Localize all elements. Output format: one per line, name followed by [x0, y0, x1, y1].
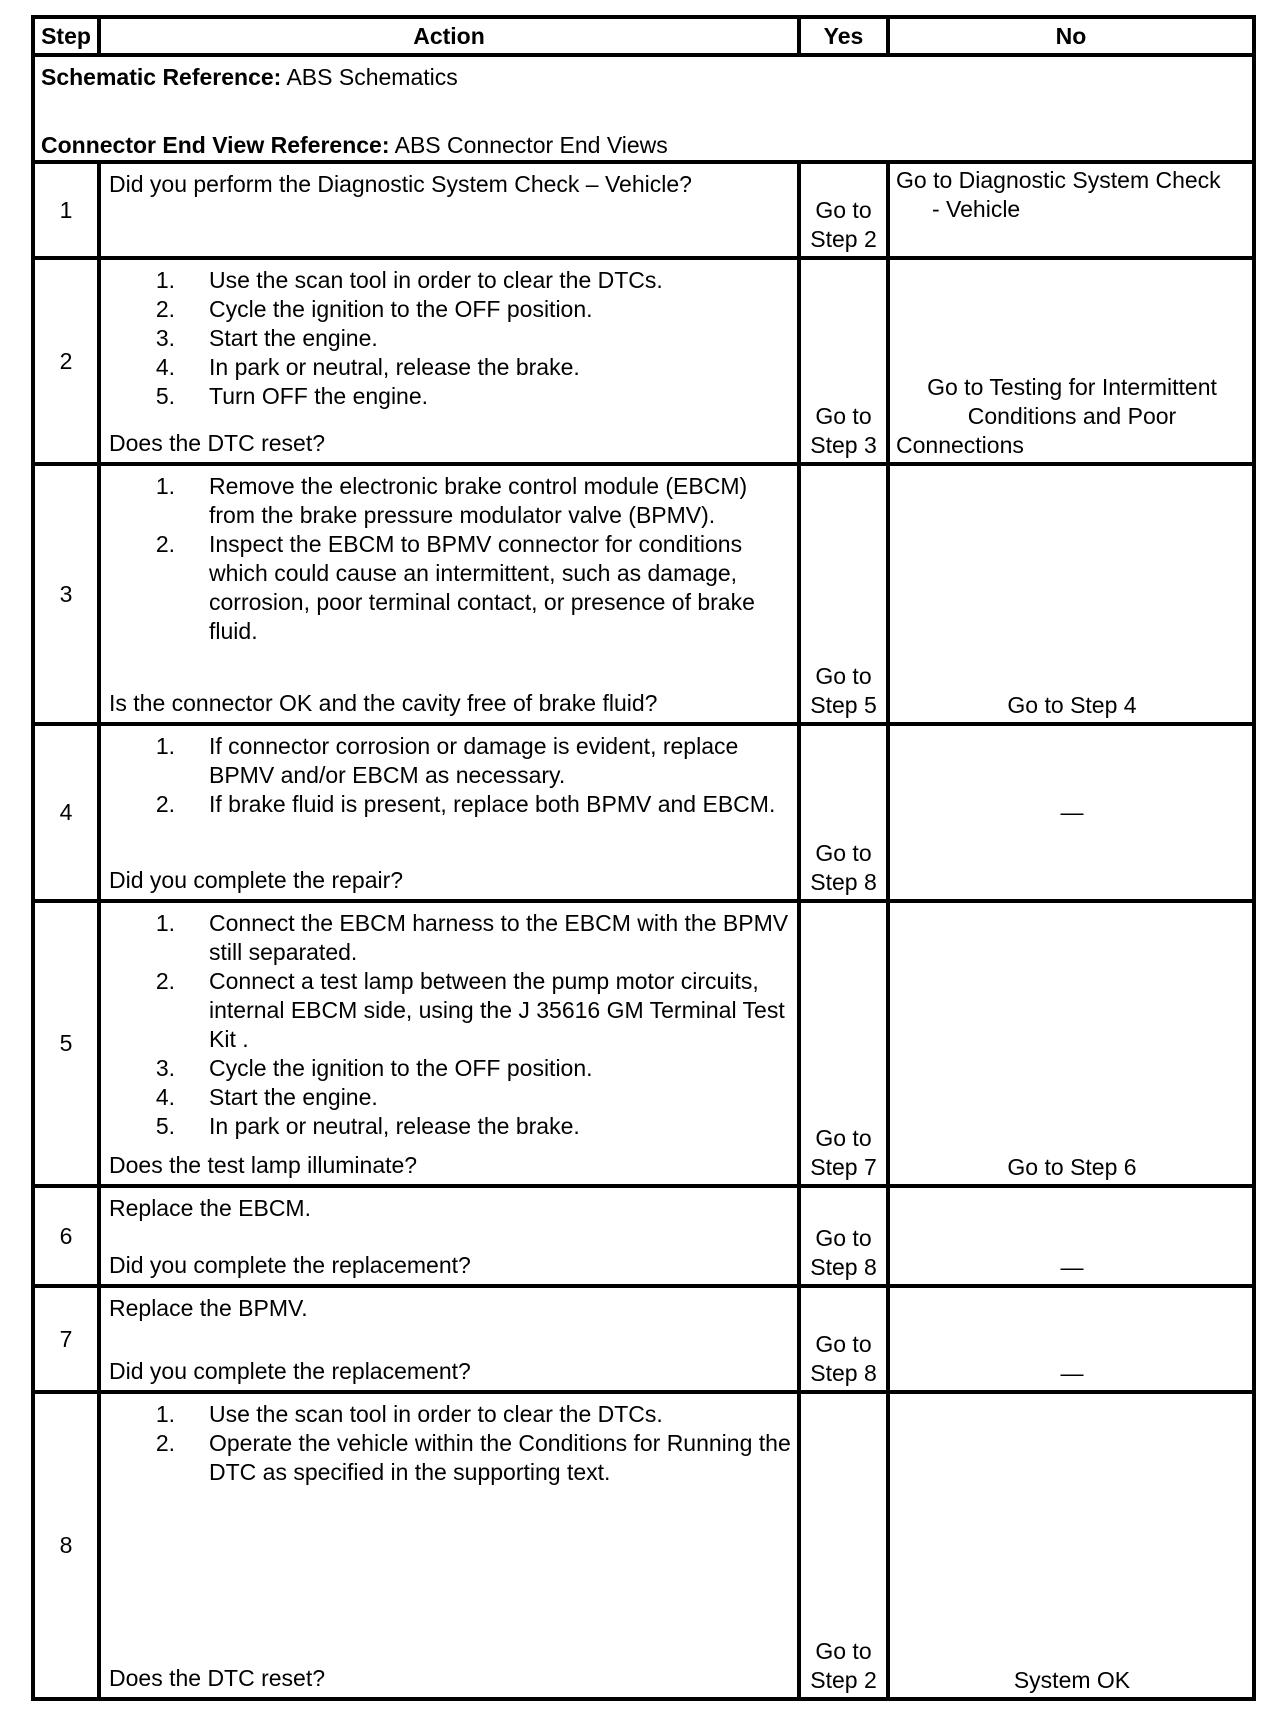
yes-line: Go to — [815, 1125, 872, 1151]
header-yes: Yes — [801, 19, 890, 53]
question-text: Did you complete the replacement? — [109, 1252, 471, 1278]
no-line: Conditions and Poor — [967, 403, 1177, 429]
question-text: Is the connector OK and the cavity free of brake fluid? — [109, 690, 658, 716]
no-cell — [890, 260, 1252, 462]
no-cell — [890, 466, 1252, 722]
step-number: 5 — [35, 903, 101, 1184]
step-number: 6 — [35, 1188, 101, 1284]
list-item: If brake fluid is present, replace both BPMV and EBCM. — [209, 791, 776, 817]
table-header — [35, 19, 1252, 57]
header-action: Action — [101, 19, 801, 53]
yes-link[interactable]: Step 2 — [810, 1667, 877, 1693]
header-no: No — [1055, 22, 1087, 49]
list-item: Connect the EBCM harness to the EBCM with the BPMV still separated. — [209, 910, 789, 965]
yes-link[interactable]: Step 8 — [810, 1254, 877, 1280]
yes-link[interactable]: Step 7 — [810, 1154, 877, 1180]
diagnostic-table — [31, 15, 1256, 1701]
table-row — [35, 164, 1252, 260]
yes-cell — [801, 164, 890, 256]
no-cell — [890, 726, 1252, 899]
yes-cell — [801, 726, 890, 899]
connector-label: Connector End View Reference: — [41, 132, 390, 158]
yes-line: Go to — [815, 840, 872, 866]
no-dash: — — [1060, 1360, 1084, 1386]
step-number: 8 — [35, 1394, 101, 1697]
no-cell — [890, 1394, 1252, 1697]
reference-row — [35, 57, 1252, 164]
schematic-link[interactable]: ABS Schematics — [281, 64, 458, 90]
reference-block — [35, 57, 1252, 166]
yes-cell — [801, 466, 890, 722]
action-text: Replace the BPMV. — [109, 1295, 308, 1321]
step-number: 7 — [35, 1288, 101, 1390]
list-item: Remove the electronic brake control module (EBCM) from the brake pressure modulator valve (BPMV). — [209, 473, 748, 528]
no-dash: — — [1060, 1254, 1084, 1280]
yes-line: Go to — [815, 197, 872, 223]
yes-line: Go to — [815, 663, 872, 689]
yes-link[interactable]: Step 8 — [810, 869, 877, 895]
yes-line: Go to — [815, 1331, 872, 1357]
table-row — [35, 903, 1252, 1188]
table-row — [35, 1188, 1252, 1288]
list-item: If connector corrosion or damage is evident, replace BPMV and/or EBCM as necessary. — [209, 733, 739, 788]
table-row — [35, 726, 1252, 903]
action-text: Replace the EBCM. — [109, 1195, 311, 1221]
question-text: Does the DTC reset? — [109, 430, 326, 456]
no-cell — [890, 903, 1252, 1184]
list-item: Connect a test lamp between the pump motor circuits, internal EBCM side, using the J 35616 GM Terminal Test Kit . — [209, 968, 785, 1052]
no-line: - Vehicle — [932, 196, 1021, 222]
list-item: Use the scan tool in order to clear the DTCs. — [209, 267, 663, 293]
yes-link[interactable]: Step 5 — [810, 692, 877, 718]
no-link[interactable]: Go to Step 6 — [1007, 1154, 1137, 1180]
list-item: Cycle the ignition to the OFF position. — [209, 1055, 593, 1081]
action-cell: 1. If connector corrosion or damage is evident, replace BPMV and/or EBCM as necessary. 2. If brake fluid is present, replace both BPMV and EBCM. Did you complete the repair? — [101, 726, 801, 899]
no-cell — [890, 1188, 1252, 1284]
yes-line: Go to — [815, 403, 872, 429]
question-text: Did you complete the replacement? — [109, 1358, 471, 1384]
no-cell — [890, 164, 1252, 256]
step-number: 2 — [35, 260, 101, 462]
yes-link[interactable]: Step 3 — [810, 432, 877, 458]
table-row — [35, 260, 1252, 466]
step-number: 4 — [35, 726, 101, 899]
no-dash: — — [1060, 799, 1084, 825]
no-line: Go to Testing for Intermittent — [927, 374, 1217, 400]
yes-line: Go to — [815, 1225, 872, 1251]
table-row — [35, 1288, 1252, 1394]
list-item: Cycle the ignition to the OFF position. — [209, 296, 593, 322]
yes-cell — [801, 260, 890, 462]
no-cell — [890, 1288, 1252, 1390]
list-item: Start the engine. — [209, 325, 378, 351]
question-text: Does the test lamp illuminate? — [109, 1152, 418, 1178]
list-item: In park or neutral, release the brake. — [209, 354, 580, 380]
yes-cell — [801, 1288, 890, 1390]
table-row — [35, 466, 1252, 726]
action-text: Did you perform the Diagnostic System Check – Vehicle? — [109, 171, 692, 197]
no-link[interactable]: Go to Diagnostic System Check — [896, 167, 1221, 193]
action-cell: 1. Use the scan tool in order to clear the DTCs. 2. Operate the vehicle within the Conditions for Running the DTC as specified in the supporting text. Does the DTC reset? — [101, 1394, 801, 1697]
list-item: Turn OFF the engine. — [209, 383, 429, 409]
yes-line: Go to — [815, 1638, 872, 1664]
connector-link[interactable]: ABS Connector End Views — [389, 132, 668, 158]
step-number: 1 — [35, 164, 101, 256]
action-cell — [101, 1188, 801, 1284]
no-link[interactable] — [896, 262, 1248, 460]
question-text: Does the DTC reset? — [109, 1665, 326, 1691]
list-item: In park or neutral, release the brake. — [209, 1113, 580, 1139]
list-item: Inspect the EBCM to BPMV connector for conditions which could cause an intermittent, such as damage, corrosion, poor terminal contact, or presence of brake fluid. — [209, 531, 755, 644]
question-text: Did you complete the repair? — [109, 867, 404, 893]
table-row — [35, 1394, 1252, 1697]
yes-cell — [801, 1394, 890, 1697]
yes-link[interactable]: Step 8 — [810, 1360, 877, 1386]
no-link[interactable]: Go to Step 4 — [1007, 692, 1137, 718]
yes-link[interactable]: Step 2 — [810, 226, 877, 252]
no-result: System OK — [1013, 1667, 1131, 1693]
yes-cell — [801, 1188, 890, 1284]
action-cell: 1. Use the scan tool in order to clear the DTCs. 2. Cycle the ignition to the OFF position. 3. Start the engine. 4. In park or neutral, release the brake. 5. Turn OFF the engine. Does the DTC reset? — [101, 260, 801, 462]
action-cell — [101, 164, 801, 256]
step-number: 3 — [35, 466, 101, 722]
schematic-label: Schematic Reference: — [41, 64, 282, 90]
action-cell: 1. Remove the electronic brake control module (EBCM) from the brake pressure modulator valve (BPMV). 2. Inspect the EBCM to BPMV connector for conditions which could cause an intermittent, such as damage, corrosion, poor terminal contact, or presence of brake fluid. Is the connector OK and the cavity free of brake fluid? — [101, 466, 801, 722]
yes-cell — [801, 903, 890, 1184]
list-item: Use the scan tool in order to clear the DTCs. — [209, 1401, 663, 1427]
action-cell: 1. Connect the EBCM harness to the EBCM with the BPMV still separated. 2. Connect a test lamp between the pump motor circuits, internal EBCM side, using the J 35616 GM Terminal Test Kit . 3. Cycle the ignition to the OFF position. 4. Start the engine. 5. In park or neutral, release the brake. Does the test lamp illuminate? — [101, 903, 801, 1184]
header-step: Step — [35, 19, 101, 53]
list-item: Start the engine. — [209, 1084, 378, 1110]
no-line: Connections — [896, 432, 1024, 458]
action-cell — [101, 1288, 801, 1390]
list-item: Operate the vehicle within the Conditions for Running the DTC as specified in the supporting text. — [209, 1430, 791, 1485]
